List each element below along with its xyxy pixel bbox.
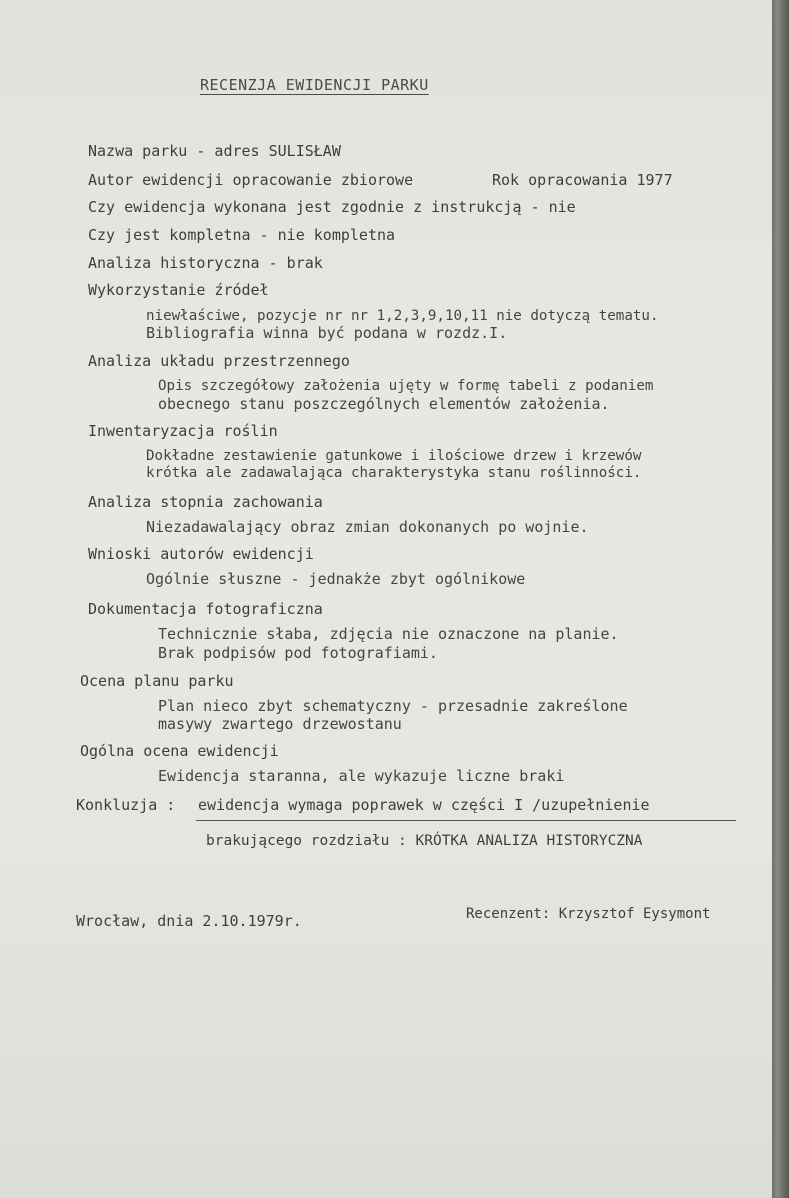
layout-text-2: obecnego stanu poszczególnych elementów założenia.: [158, 395, 610, 413]
plants-heading: Inwentaryzacja roślin: [88, 422, 278, 440]
preservation-text: Niezadawalający obraz zmian dokonanych po wojnie.: [146, 518, 589, 536]
history-line: Analiza historyczna - brak: [88, 254, 323, 272]
plan-heading: Ocena planu parku: [80, 672, 234, 690]
park-name-line: Nazwa parku - adres SULISŁAW: [88, 142, 341, 160]
layout-heading: Analiza układu przestrzennego: [88, 352, 350, 370]
layout-text-1: Opis szczegółowy założenia ujęty w formę tabeli z podaniem: [158, 378, 654, 394]
conclusion-underline: [196, 820, 736, 821]
conclusions-text: Ogólnie słuszne - jednakże zbyt ogólnikowe: [146, 570, 526, 588]
photo-text-2: Brak podpisów pod fotografiami.: [158, 644, 438, 662]
reviewer: Recenzent: Krzysztof Eysymont: [466, 906, 711, 922]
sources-heading: Wykorzystanie źródeł: [88, 281, 269, 299]
plants-text-2: krótka ale zadawalająca charakterystyka stanu roślinności.: [146, 465, 642, 481]
plants-text-1: Dokładne zestawienie gatunkowe i ilościowe drzew i krzewów: [146, 448, 642, 464]
binder-edge: [772, 0, 789, 1198]
compliance-line: Czy ewidencja wykonana jest zgodnie z instrukcją - nie: [88, 198, 576, 216]
author-line: Autor ewidencji opracowanie zbiorowe: [88, 171, 414, 189]
place-date: Wrocław, dnia 2.10.1979r.: [76, 912, 302, 930]
year-line: Rok opracowania 1977: [492, 171, 673, 189]
conclusion-text-1: ewidencja wymaga poprawek w części I /uzupełnienie: [198, 796, 650, 814]
completeness-line: Czy jest kompletna - nie kompletna: [88, 226, 396, 244]
overall-text: Ewidencja staranna, ale wykazuje liczne braki: [158, 767, 565, 785]
conclusions-heading: Wnioski autorów ewidencji: [88, 545, 314, 563]
photo-text-1: Technicznie słaba, zdjęcia nie oznaczone na planie.: [158, 625, 619, 643]
conclusion-text-2: brakującego rozdziału : KRÓTKA ANALIZA HISTORYCZNA: [206, 833, 643, 849]
plan-text-1: Plan nieco zbyt schematyczny - przesadnie zakreślone: [158, 697, 628, 715]
photo-heading: Dokumentacja fotograficzna: [88, 600, 323, 618]
document-title: RECENZJA EWIDENCJI PARKU: [200, 76, 429, 94]
sources-text-1: niewłaściwe, pozycje nr nr 1,2,3,9,10,11 nie dotyczą tematu.: [146, 308, 659, 324]
plan-text-2: masywy zwartego drzewostanu: [158, 715, 402, 733]
overall-heading: Ogólna ocena ewidencji: [80, 742, 279, 760]
conclusion-label: Konkluzja :: [76, 796, 176, 814]
sources-text-2: Bibliografia winna być podana w rozdz.I.: [146, 324, 508, 342]
preservation-heading: Analiza stopnia zachowania: [88, 493, 323, 511]
